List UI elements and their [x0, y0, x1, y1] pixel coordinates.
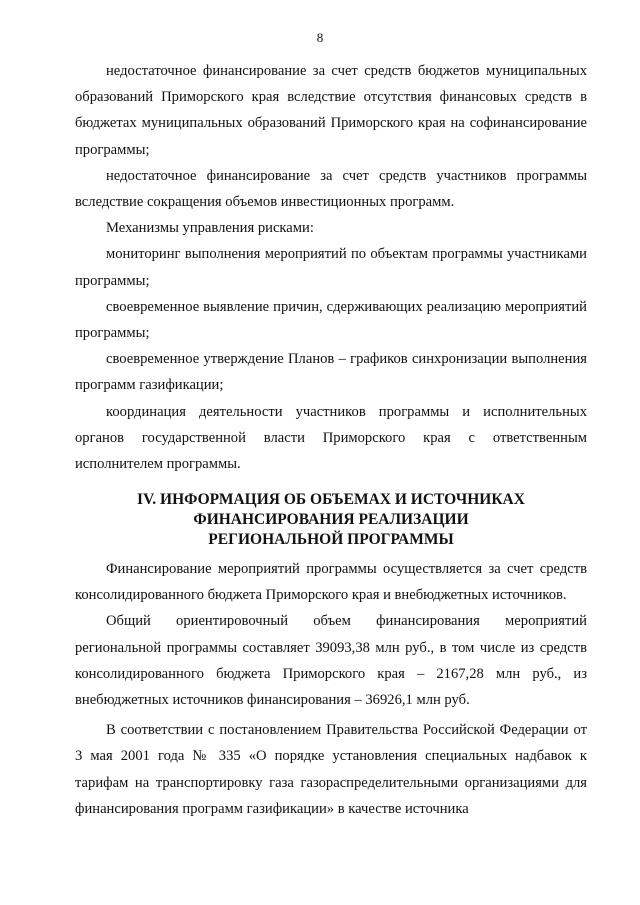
paragraph: координация деятельности участников программы и исполнительных органов государственной власти Приморского края с ответственным исполнителем программы. — [75, 403, 587, 473]
paragraph: В соответствии с постановлением Правительства Российской Федерации от 3 мая 2001 года № 335 «О порядке установления специальных надбавок к тарифам на транспортировку газа газораспределительными организациями для финансирования программ газификации» в качестве источника — [75, 722, 587, 817]
paragraph: своевременное утверждение Планов – графиков синхронизации выполнения программ газификации; — [75, 351, 587, 394]
paragraph: мониторинг выполнения мероприятий по объектам программы участниками программы; — [75, 246, 587, 289]
financing-section-text — [75, 556, 587, 822]
section-heading-line: РЕГИОНАЛЬНОЙ ПРОГРАММЫ — [208, 531, 454, 548]
paragraph: Механизмы управления рисками: — [106, 220, 314, 237]
section-heading — [75, 490, 587, 550]
page-number: 8 — [316, 30, 324, 45]
paragraph: своевременное выявление причин, сдерживающих реализацию мероприятий программы; — [75, 298, 587, 342]
paragraph: недостаточное финансирование за счет средств участников программы вследствие сокращения объемов инвестиционных программ. — [75, 167, 587, 211]
section-heading-line: IV. ИНФОРМАЦИЯ ОБ ОБЪЕМАХ И ИСТОЧНИКАХ — [137, 491, 525, 508]
risk-section-text — [75, 58, 587, 477]
section-heading-line: ФИНАНСИРОВАНИЯ РЕАЛИЗАЦИИ — [193, 511, 469, 528]
paragraph: недостаточное финансирование за счет средств бюджетов муниципальных образований Приморского края вследствие отсутствия финансовых средств в бюджетах муниципальных образований Приморского края на софинансирование программы; — [75, 63, 587, 158]
paragraph: Общий ориентировочный объем финансирования мероприятий региональной программы составляет 39093,38 млн руб., в том числе из средств консолидированного бюджета Приморского края – 2167,28 млн руб., из внебюджетных источников финансирования – 36926,1 млн руб. — [75, 613, 587, 709]
paragraph: Финансирование мероприятий программы осуществляется за счет средств консолидированного бюджета Приморского края и внебюджетных источников. — [75, 561, 587, 604]
